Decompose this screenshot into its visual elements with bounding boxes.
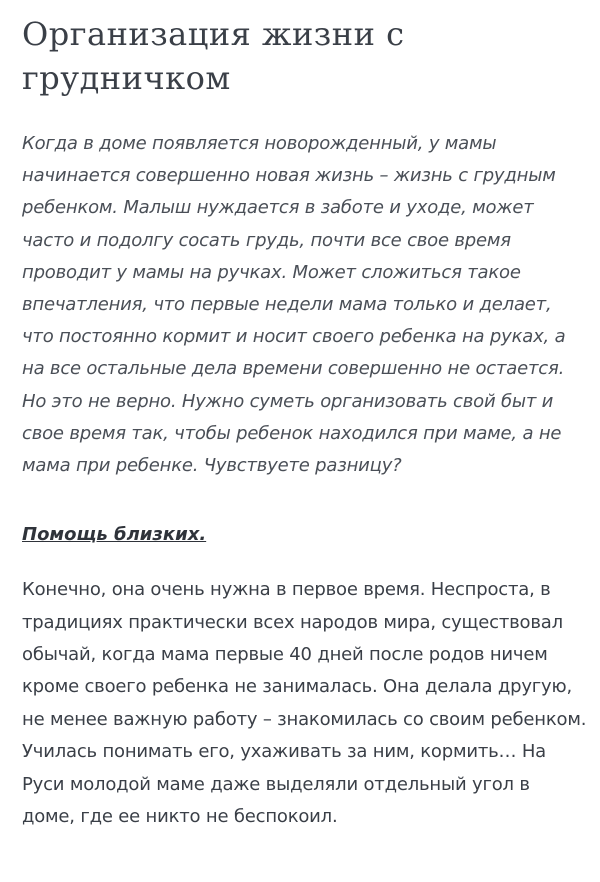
section-heading: Помощь близких. xyxy=(22,524,207,546)
body-paragraph: Конечно, она очень нужна в первое время. Неспроста, в традициях практически всех народов мира, существовал обычай, когда мама первые 40 дней после родов ничем кроме своего ребенка не занималась. Она делала другую, не менее важную работу – знакомилась со своим ребенком. Училась понимать его, ухаживать за ним, кормить… На Руси молодой маме даже выделяли отдельный угол в доме, где ее никто не беспокоил. xyxy=(22,579,587,828)
article xyxy=(22,0,588,833)
article-lead-paragraph: Когда в доме появляется новорожденный, у мамы начинается совершенно новая жизнь – жизнь с грудным ребенком. Малыш нуждается в заботе и уходе, может часто и подолгу сосать грудь, почти все свое время проводит у мамы на ручках. Может сложиться такое впечатления, что первые недели мама только и делает, что постоянно кормит и носит своего ребенка на руках, а на все остальные дела времени совершенно не остается. Но это не верно. Нужно суметь организовать свой быт и свое время так, чтобы ребенок находился при маме, а не мама при ребенке. Чувствуете разницу? xyxy=(22,133,566,477)
article-title: Организация жизни с грудничком xyxy=(22,15,405,97)
